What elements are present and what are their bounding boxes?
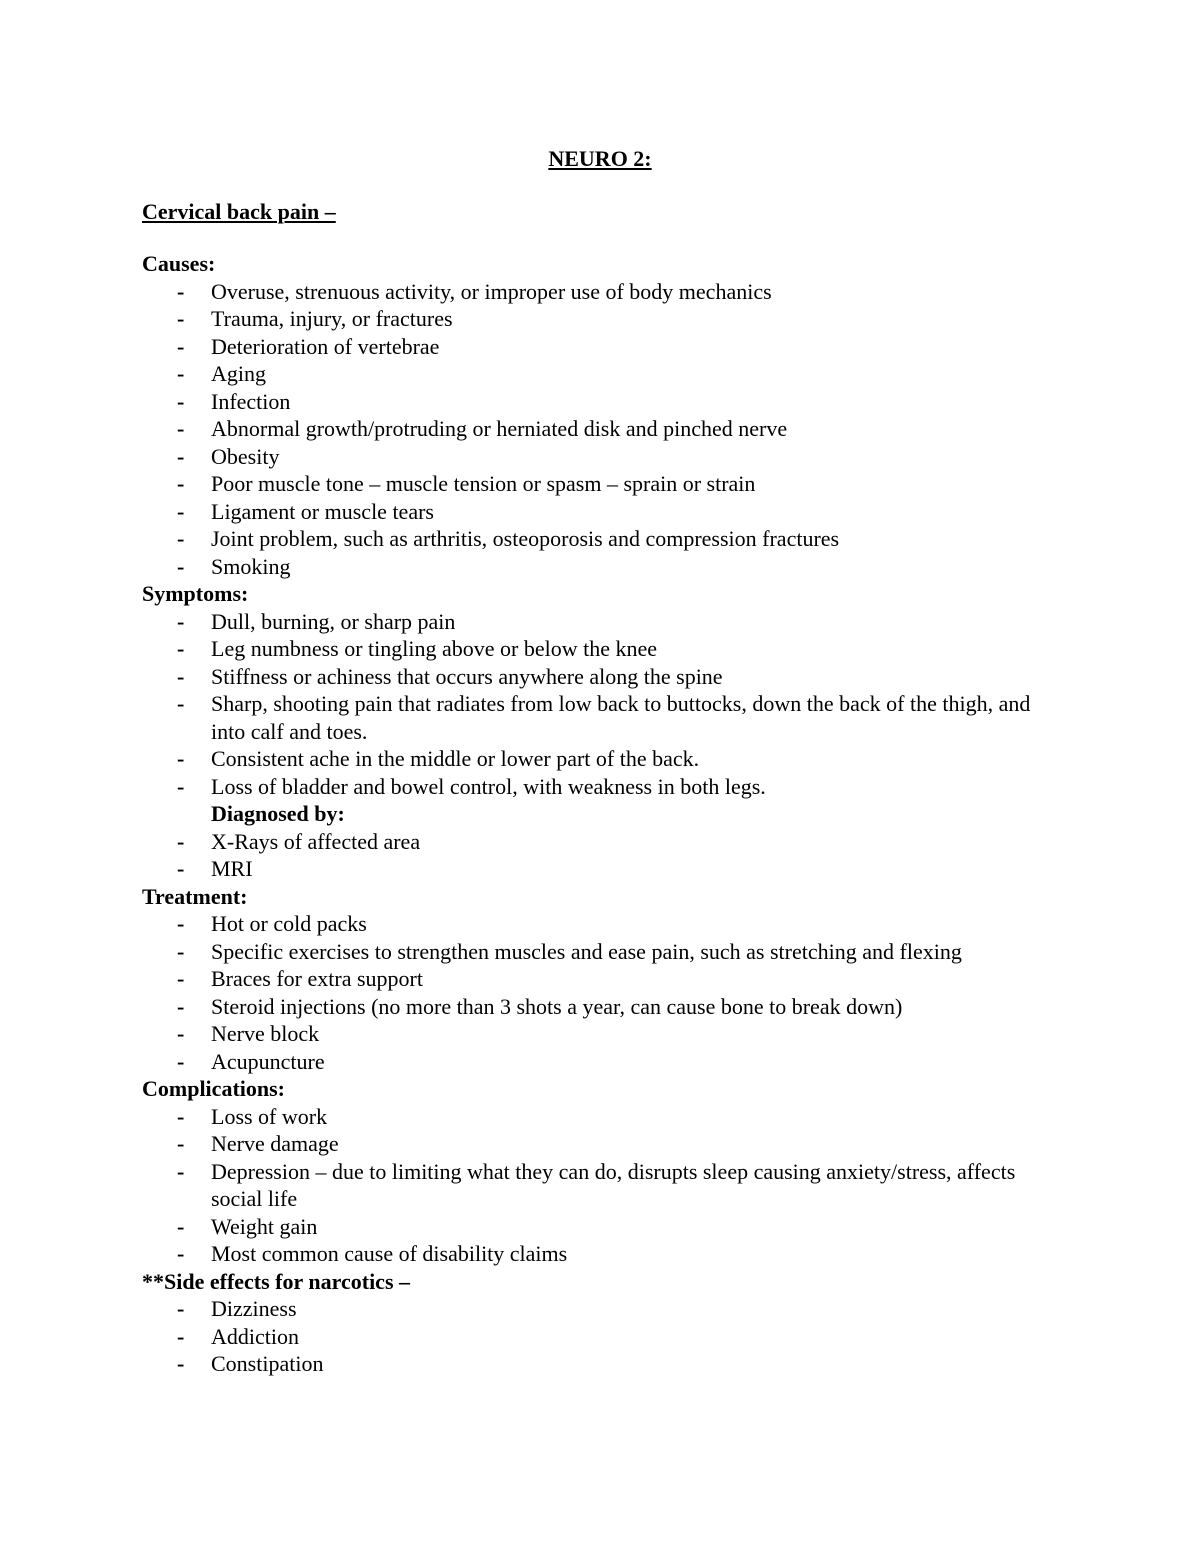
- bullet-dash: -: [177, 911, 185, 936]
- list-item: [142, 1323, 1042, 1351]
- list-item-text: X-Rays of affected area: [211, 828, 421, 854]
- treatment-heading: Treatment:: [142, 883, 248, 909]
- list-item: [142, 828, 1042, 856]
- bullet-dash: -: [177, 636, 185, 661]
- list-item: [142, 1103, 1042, 1131]
- bullet-dash: -: [177, 388, 185, 414]
- bullet-dash: -: [177, 1241, 185, 1266]
- bullet-dash: -: [177, 443, 185, 469]
- bullet-dash: -: [177, 691, 185, 716]
- bullet-dash: -: [177, 333, 185, 359]
- diagnosed-heading: Diagnosed by:: [211, 801, 345, 826]
- bullet-dash: -: [177, 663, 185, 689]
- list-item: [142, 333, 1042, 361]
- list-item-text: Deterioration of vertebrae: [211, 333, 440, 359]
- list-item-text: Poor muscle tone – muscle tension or spasm – sprain or strain: [211, 471, 756, 496]
- list-item: [142, 745, 1042, 773]
- bullet-dash: -: [177, 773, 185, 799]
- list-item: [142, 525, 1042, 553]
- list-item-text: Depression – due to limiting what they can do, disrupts sleep causing anxiety/stress, affects social life: [211, 1158, 1016, 1211]
- bullet-dash: -: [177, 1323, 185, 1349]
- list-item-text: MRI: [211, 856, 253, 881]
- list-item: [142, 388, 1042, 416]
- list-item: [142, 470, 1042, 498]
- bullet-dash: -: [177, 1103, 185, 1129]
- complications-list: [142, 1103, 1042, 1268]
- bullet-dash: -: [177, 553, 185, 579]
- bullet-dash: -: [177, 1158, 185, 1184]
- document-content: [142, 250, 1042, 1378]
- list-item: [142, 443, 1042, 471]
- list-item: [142, 1350, 1042, 1378]
- list-item: [142, 690, 1042, 745]
- bullet-dash: -: [177, 498, 185, 524]
- bullet-dash: -: [177, 828, 185, 854]
- list-item-text: Steroid injections (no more than 3 shots a year, can cause bone to break down): [211, 993, 903, 1019]
- list-item-text: Most common cause of disability claims: [211, 1241, 568, 1266]
- bullet-dash: -: [177, 938, 185, 964]
- list-item-text: Smoking: [211, 553, 291, 579]
- bullet-dash: -: [177, 526, 185, 551]
- list-item: [142, 498, 1042, 526]
- list-item-text: Leg numbness or tingling above or below the knee: [211, 636, 658, 661]
- list-item-text: Hot or cold packs: [211, 911, 367, 936]
- bullet-dash: -: [177, 278, 185, 304]
- list-item-text: Nerve block: [211, 1021, 320, 1046]
- list-item: [142, 608, 1042, 636]
- list-item-text: Loss of work: [211, 1103, 328, 1129]
- list-item: [142, 938, 1042, 966]
- list-item: [142, 635, 1042, 663]
- list-item: [142, 663, 1042, 691]
- list-item: [142, 1048, 1042, 1076]
- list-item: [142, 1295, 1042, 1323]
- list-item: [142, 415, 1042, 443]
- list-item-text: Abnormal growth/protruding or herniated disk and pinched nerve: [211, 416, 788, 441]
- list-item: [142, 965, 1042, 993]
- bullet-dash: -: [177, 746, 185, 771]
- causes-heading: Causes:: [142, 251, 216, 276]
- list-item: [142, 360, 1042, 388]
- bullet-dash: -: [177, 361, 185, 386]
- list-item-text: Loss of bladder and bowel control, with weakness in both legs.: [211, 773, 766, 799]
- list-item-text: Overuse, strenuous activity, or improper use of body mechanics: [211, 278, 772, 304]
- list-item: [142, 305, 1042, 333]
- list-item: [142, 278, 1042, 306]
- bullet-dash: -: [177, 966, 185, 991]
- bullet-dash: -: [177, 856, 185, 881]
- list-item: [142, 1130, 1042, 1158]
- list-item-text: Specific exercises to strengthen muscles and ease pain, such as stretching and flexing: [211, 938, 962, 964]
- list-item-text: Aging: [211, 361, 266, 386]
- list-item: [142, 773, 1042, 801]
- symptoms-heading: Symptoms:: [142, 581, 249, 606]
- bullet-dash: -: [177, 416, 185, 441]
- list-item-text: Nerve damage: [211, 1131, 339, 1156]
- list-item-text: Weight gain: [211, 1213, 318, 1239]
- list-item-text: Braces for extra support: [211, 966, 423, 991]
- page-subtitle: Cervical back pain –: [142, 199, 336, 224]
- bullet-dash: -: [177, 1213, 185, 1239]
- page-title: NEURO 2:: [548, 146, 652, 171]
- list-item-text: Obesity: [211, 443, 280, 469]
- list-item: [142, 855, 1042, 883]
- bullet-dash: -: [177, 993, 185, 1019]
- treatment-list: [142, 910, 1042, 1075]
- bullet-dash: -: [177, 1351, 185, 1376]
- bullet-dash: -: [177, 306, 185, 331]
- bullet-dash: -: [177, 1296, 185, 1321]
- list-item: [142, 1213, 1042, 1241]
- complications-heading: Complications:: [142, 1076, 285, 1101]
- list-item: [142, 1240, 1042, 1268]
- list-item-text: Acupuncture: [211, 1048, 325, 1074]
- bullet-dash: -: [177, 1131, 185, 1156]
- narcotics-list: [142, 1295, 1042, 1378]
- list-item-text: Addiction: [211, 1323, 299, 1349]
- bullet-dash: -: [177, 608, 185, 634]
- causes-list: [142, 278, 1042, 581]
- list-item-text: Joint problem, such as arthritis, osteoporosis and compression fractures: [211, 526, 840, 551]
- list-item: [142, 1020, 1042, 1048]
- bullet-dash: -: [177, 1021, 185, 1046]
- list-item-text: Trauma, injury, or fractures: [211, 306, 453, 331]
- symptoms-list: [142, 608, 1042, 801]
- narcotics-heading: **Side effects for narcotics –: [142, 1268, 411, 1294]
- bullet-dash: -: [177, 471, 185, 496]
- list-item-text: Sharp, shooting pain that radiates from low back to buttocks, down the back of the thigh, and into calf and toes.: [211, 691, 1031, 744]
- list-item-text: Ligament or muscle tears: [211, 498, 434, 524]
- list-item-text: Consistent ache in the middle or lower part of the back.: [211, 746, 700, 771]
- list-item-text: Dull, burning, or sharp pain: [211, 608, 456, 634]
- list-item: [142, 910, 1042, 938]
- list-item: [142, 553, 1042, 581]
- list-item: [142, 993, 1042, 1021]
- list-item-text: Infection: [211, 388, 291, 414]
- list-item: [142, 1158, 1042, 1213]
- list-item-text: Stiffness or achiness that occurs anywhere along the spine: [211, 663, 723, 689]
- list-item-text: Constipation: [211, 1351, 324, 1376]
- bullet-dash: -: [177, 1048, 185, 1074]
- diagnosed-list: [142, 828, 1042, 883]
- list-item-text: Dizziness: [211, 1296, 297, 1321]
